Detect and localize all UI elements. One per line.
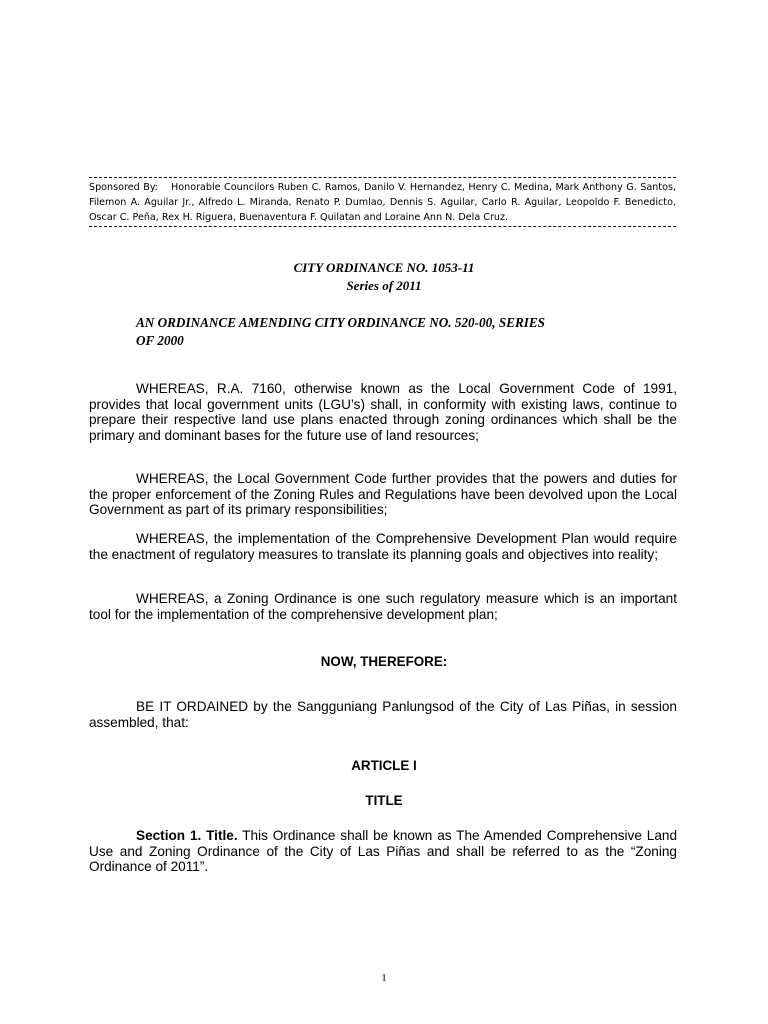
- ordinance-title-line-2: OF 2000: [136, 333, 184, 348]
- section-1-label: Section 1. Title.: [136, 828, 238, 843]
- now-therefore-heading: NOW, THEREFORE:: [320, 654, 448, 669]
- sponsor-label: Sponsored By:: [89, 182, 159, 193]
- ordinance-series: Series of 2011: [346, 278, 422, 293]
- sponsor-names: Honorable Councilors Ruben C. Ramos, Danilo V. Hernandez, Henry C. Medina, Mark Anthony G. Santos, Filemon A. Aguilar Jr., Alfredo L. Miranda, Renato P. Dumlao, Dennis S. Aguilar, Carlo R. Aguilar, Leopoldo F. Benedicto, Oscar C. Peña, Rex H. Riguera, Buenaventura F. Quilatan and Loraine Ann N. Dela Cruz.: [89, 182, 676, 223]
- ordained-paragraph: BE IT ORDAINED by the Sangguniang Panlungsod of the City of Las Piñas, in session assembled, that:: [89, 699, 677, 730]
- page-number: 1: [381, 972, 387, 984]
- whereas-paragraph-1: WHEREAS, R.A. 7160, otherwise known as the Local Government Code of 1991, provides that local government units (LGU’s) shall, in conformity with existing laws, continue to prepare their respective land use plans enacted through zoning ordinances which shall be the primary and dominant bases for the future use of land resources;: [89, 381, 677, 443]
- bottom-dashed-rule: [89, 226, 676, 227]
- whereas-paragraph-3: WHEREAS, the implementation of the Comprehensive Development Plan would require the enactment of regulatory measures to translate its planning goals and objectives into reality;: [89, 531, 677, 562]
- sponsor-block: [89, 180, 676, 225]
- article-heading: ARTICLE I: [351, 758, 417, 773]
- article-title: TITLE: [365, 793, 403, 808]
- ordinance-number: CITY ORDINANCE NO. 1053-11: [293, 260, 475, 275]
- section-1-text: This Ordinance shall be known as The Amended Comprehensive Land Use and Zoning Ordinance of the City of Las Piñas and shall be referred to as the “Zoning Ordinance of 2011”.: [89, 828, 678, 874]
- ordinance-title-line-1: AN ORDINANCE AMENDING CITY ORDINANCE NO. 520-00, SERIES: [136, 315, 546, 330]
- whereas-paragraph-4: WHEREAS, a Zoning Ordinance is one such regulatory measure which is an important tool for the implementation of the comprehensive development plan;: [89, 591, 677, 622]
- whereas-paragraph-2: WHEREAS, the Local Government Code further provides that the powers and duties for the proper enforcement of the Zoning Rules and Regulations have been devolved upon the Local Government as part of its primary responsibilities;: [89, 471, 677, 517]
- top-dashed-rule: [89, 177, 676, 178]
- ordinance-title: [136, 314, 656, 350]
- section-1-paragraph: [89, 828, 677, 875]
